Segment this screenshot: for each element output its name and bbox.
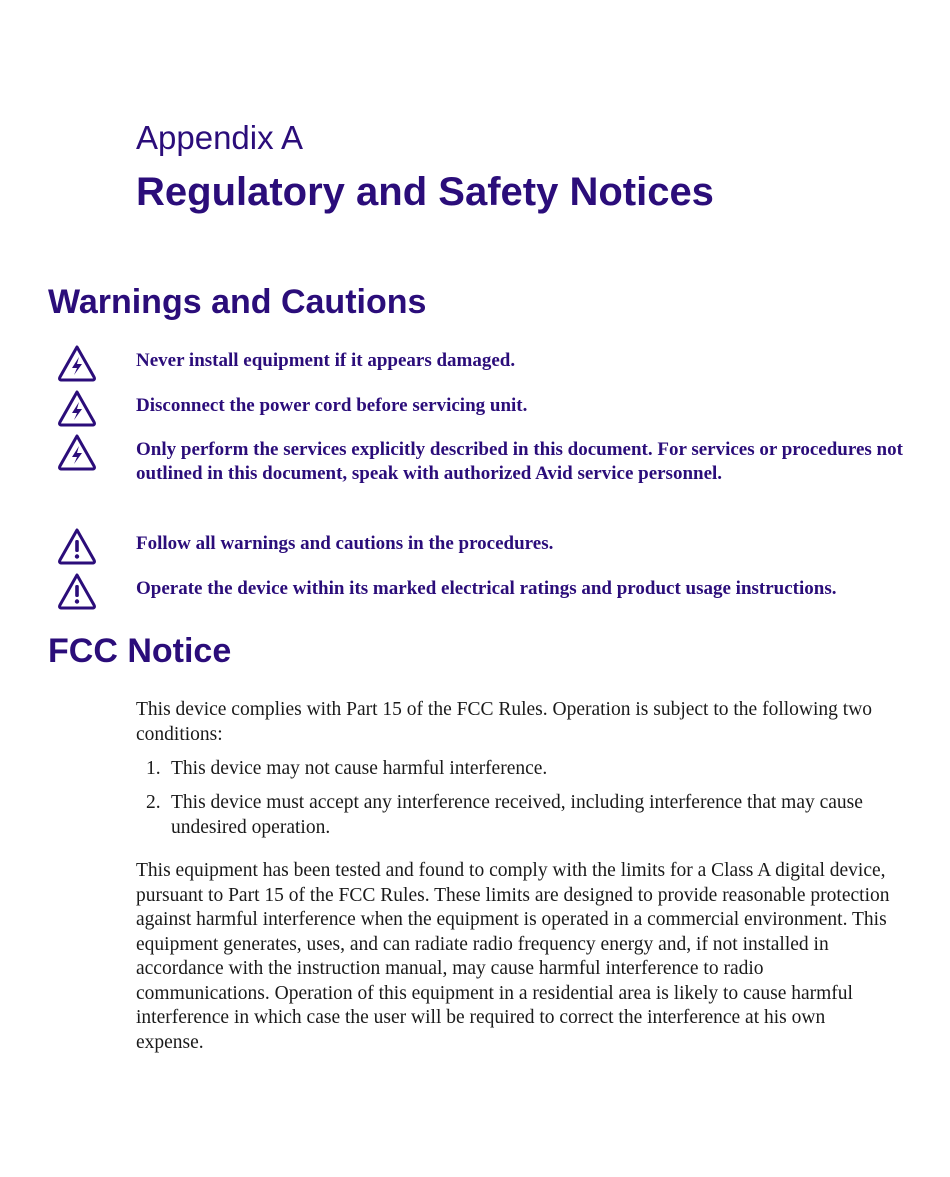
electrical-hazard-icon xyxy=(56,432,98,472)
chapter-title: Regulatory and Safety Notices xyxy=(136,170,714,214)
conditions-list xyxy=(136,791,896,840)
warning-text: Only perform the services explicitly described in this document. For services or procedures not outlined in this document, speak with authorized Avid service personnel. xyxy=(136,439,903,484)
list-item-text: This device may not cause harmful interference. xyxy=(171,758,548,779)
list-item-text: This device must accept any interference received, including interference that may cause undesired operation. xyxy=(171,792,863,838)
caution-icon xyxy=(56,526,98,566)
fcc-section-heading: FCC Notice xyxy=(48,632,232,670)
list-item-number: 2. xyxy=(146,792,161,813)
electrical-hazard-icon xyxy=(56,343,98,383)
list-item xyxy=(136,791,896,840)
list-item-number: 1. xyxy=(146,758,161,779)
list-item xyxy=(136,757,896,782)
conditions-list xyxy=(136,757,896,782)
appendix-label: Appendix A xyxy=(136,119,303,156)
warning-text: Never install equipment if it appears damaged. xyxy=(136,350,516,371)
fcc-compliance-paragraph: This equipment has been tested and found to comply with the limits for a Class A digital device, pursuant to Part 15 of the FCC Rules. These limits are designed to provide reasonable protection against harmful interference when the equipment is operated in a commercial environment. This equipment generates, uses, and can radiate radio frequency energy and, if not installed in accordance with the instruction manual, may cause harmful interference to radio communications. Operation of this equipment in a residential area is likely to cause harmful interference in which case the user will be required to correct the interference at his own expense. xyxy=(136,860,890,1053)
warning-text: Operate the device within its marked electrical ratings and product usage instructions. xyxy=(136,578,837,599)
warnings-section-heading: Warnings and Cautions xyxy=(48,283,427,321)
caution-icon xyxy=(56,571,98,611)
warning-text: Follow all warnings and cautions in the procedures. xyxy=(136,533,554,554)
electrical-hazard-icon xyxy=(56,388,98,428)
warning-text: Disconnect the power cord before servicing unit. xyxy=(136,395,528,416)
fcc-intro-paragraph: This device complies with Part 15 of the FCC Rules. Operation is subject to the following two conditions: xyxy=(136,699,873,745)
